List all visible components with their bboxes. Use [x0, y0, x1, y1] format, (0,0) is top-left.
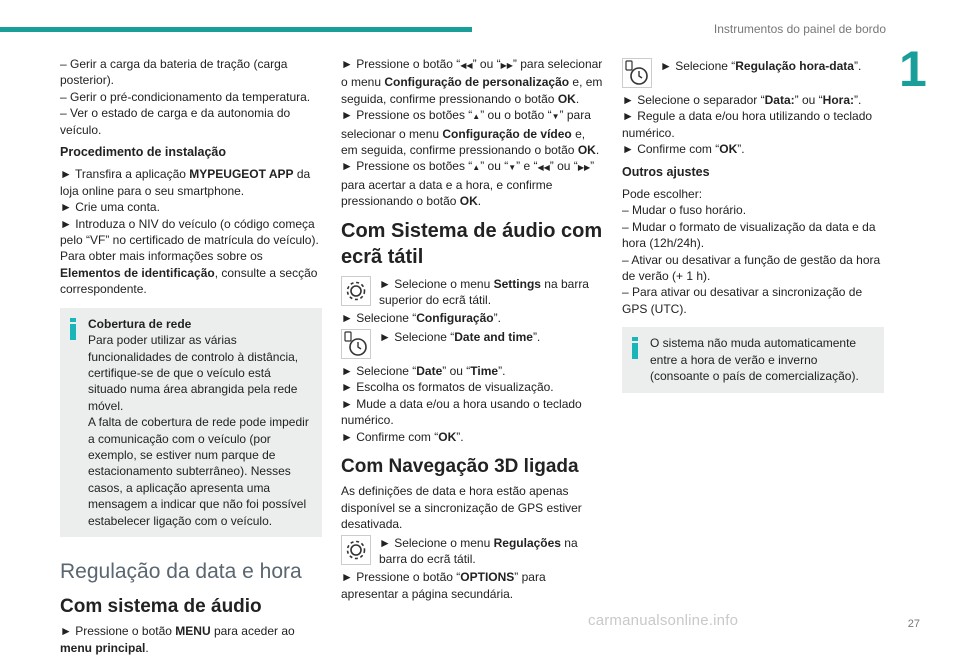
watermark: carmanualsonline.info: [588, 612, 739, 629]
column-2: [341, 56, 603, 602]
nav-heading: Com Navegação 3D ligada: [341, 455, 579, 477]
clock-icon: [622, 58, 654, 90]
body-text: As definições de data e hora estão apenas disponível se a sincronização de GPS estiver desativada.: [341, 484, 582, 532]
step-text: ► Selecione o separador “Data:” ou “Hora:”.: [622, 93, 862, 107]
install-heading: Procedimento de instalação: [60, 145, 227, 160]
info-icon: [70, 318, 76, 340]
column-3: [622, 56, 884, 393]
list-item: – Para ativar ou desativar a sincronização de GPS (UTC).: [622, 285, 863, 316]
step-text: ► Pressione o botão “OPTIONS” para apresentar a página secundária.: [341, 570, 546, 601]
step-text: ► Confirme com “OK”.: [622, 142, 745, 157]
step-text: ► Regule a data e/ou hora utilizando o teclado numérico.: [622, 109, 873, 140]
info-icon: [632, 337, 638, 359]
gear-icon: [341, 535, 373, 567]
list-item: – Ver o estado de carga e da autonomia do veículo.: [60, 106, 291, 137]
page-number: 27: [907, 618, 920, 630]
step-text: ► Pressione os botões “▲” ou “▼” e “◀◀” ou “▶▶” para acertar a data e a hora, e confirme pressionando o botão OK.: [341, 159, 595, 209]
list-item: – Mudar o fuso horário.: [622, 203, 747, 218]
step-text: ► Selecione “Date” ou “Time”.: [341, 363, 506, 378]
step-text: ► Pressione os botões “▲” ou o botão “▼” para selecionar o menu Configuração de vídeo e, em seguida, confirme pressionando o botão OK.: [341, 108, 600, 158]
list-item: – Gerir a carga da bateria de tração (carga posterior).: [60, 57, 288, 88]
step-text: Para obter mais informações sobre os Elementos de identificação, consulte a secção correspondente.: [60, 249, 318, 297]
chapter-number: 1: [899, 41, 927, 97]
clock-step: ► Selecione “Date and time”.: [341, 329, 603, 361]
step-text: ► Pressione o botão “◀◀” ou “▶▶” para selecionar o menu Configuração de personalização e, em seguida, confirme pressionando o botão OK.: [341, 57, 603, 106]
step-text: ► Mude a data e/ou a hora usando o teclado numérico.: [341, 396, 582, 428]
list-item: – Mudar o formato de visualização da data e da hora (12h/24h).: [622, 219, 876, 251]
step-text: ► Transfira a aplicação MYPEUGEOT APP da loja online para o seu smartphone.: [60, 167, 311, 198]
step-text: ► Confirme com “OK”.: [341, 429, 464, 444]
list-item: – Ativar ou desativar a função de gestão da hora de verão (+ 1 h).: [622, 252, 881, 284]
step-text: ► Pressione o botão MENU para aceder ao menu principal.: [60, 624, 295, 655]
info-box-dst: [622, 327, 884, 392]
other-heading: Outros ajustes: [622, 164, 710, 179]
info-text: Para poder utilizar as várias funcionalidades de controlo à distância, certifique-se de que o veículo está situado numa área abrangida pela rede móvel.: [88, 333, 299, 413]
header-accent-bar: [0, 27, 472, 32]
step-text: ► Introduza o NIV do veículo (o código começa pelo “VF” no certificado de matrícula do veículo).: [60, 216, 319, 248]
info-box-network: [60, 308, 322, 537]
section-heading: Regulação da data e hora: [60, 559, 302, 583]
info-title: Cobertura de rede: [88, 316, 192, 331]
list-item: – Gerir o pré-condicionamento da temperatura.: [60, 89, 311, 104]
clock-step: ► Selecione “Regulação hora-data”.: [622, 58, 884, 90]
body-text: Pode escolher:: [622, 187, 703, 202]
gear-icon: [341, 276, 373, 308]
info-text: O sistema não muda automaticamente entre a hora de verão e inverno (consoante o país de comercialização).: [650, 336, 859, 384]
settings-step: ► Selecione o menu Settings na barra superior do ecrã tátil.: [341, 276, 603, 309]
step-text: ► Escolha os formatos de visualização.: [341, 380, 554, 395]
info-text: A falta de cobertura de rede pode impedir a comunicação com o veículo (por exemplo, se estiver num parque de estacionamento subterrâneo). Nesses casos, a aplicação apresenta uma mensagem a indicar que não foi possível estabelecer ligação com o veículo.: [88, 415, 309, 528]
touch-heading: Com Sistema de áudio com ecrã tátil: [341, 219, 603, 268]
audio-heading: Com sistema de áudio: [60, 595, 262, 617]
step-text: ► Crie uma conta.: [60, 200, 160, 215]
clock-icon: [341, 329, 373, 361]
section-title: Instrumentos do painel de bordo: [713, 22, 886, 36]
step-text: ► Selecione “Configuração”.: [341, 311, 501, 326]
settings-step: ► Selecione o menu Regulações na barra do ecrã tátil.: [341, 535, 603, 568]
column-1: [60, 56, 322, 656]
